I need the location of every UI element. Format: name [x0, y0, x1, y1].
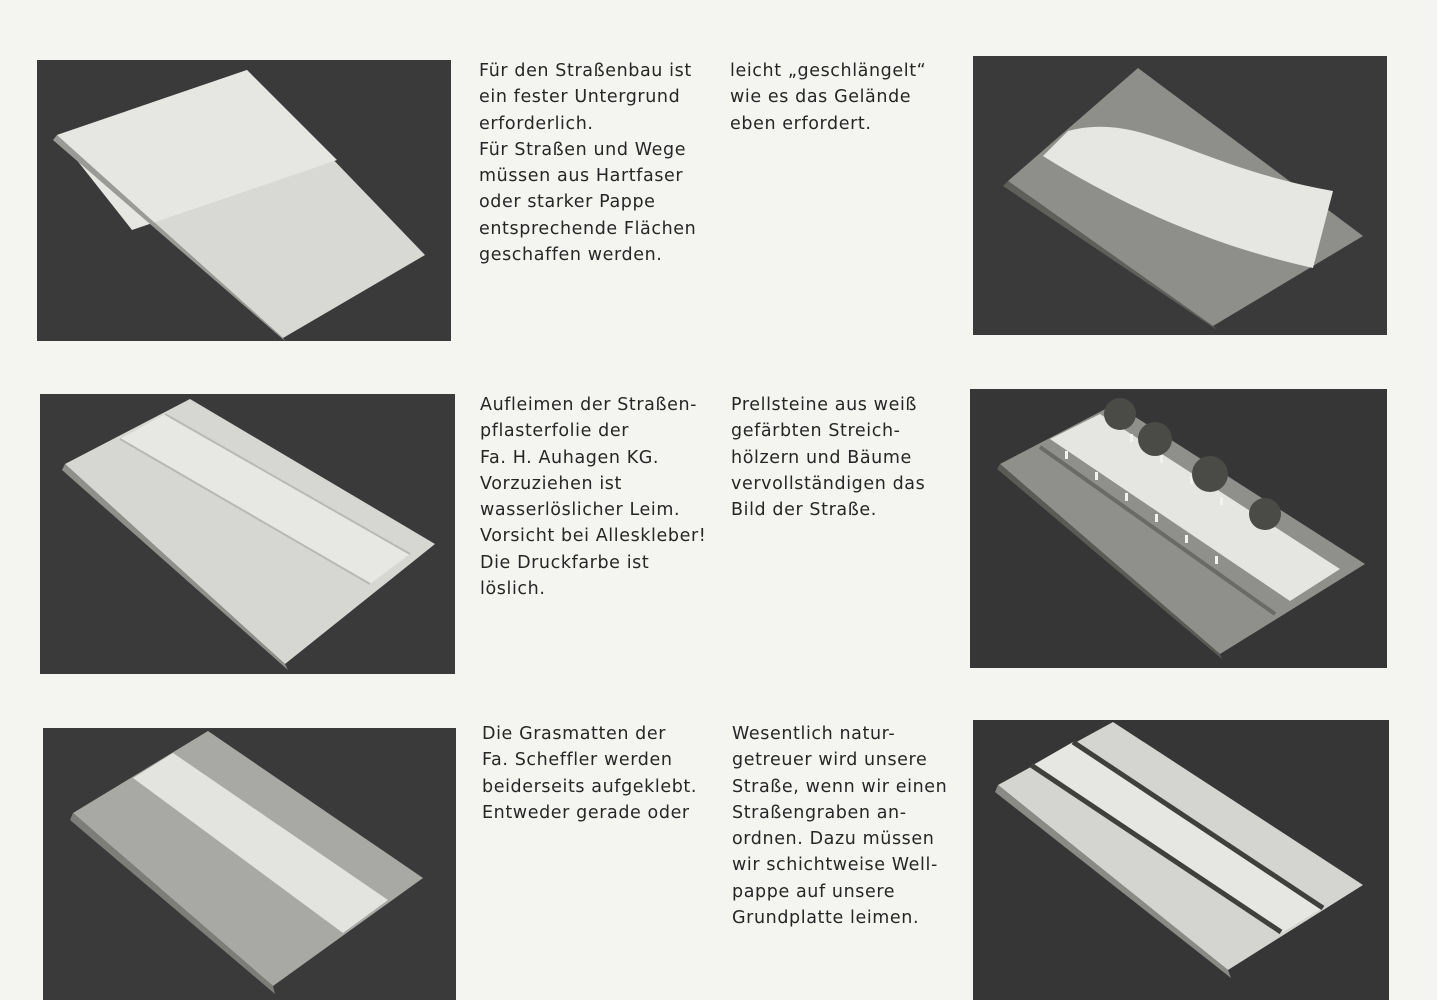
photo-plain-board [37, 60, 451, 341]
caption-road-base: Für den Straßenbau ist ein fester Untergrund erforderlich. Für Straßen und Wege müssen aus Hartfaser oder starker Pappe entsprechende Flächen geschaffen werden. [479, 61, 697, 266]
caption-glue-road-foil: Aufleimen der Straßen- pflasterfolie der Fa. H. Auhagen KG. Vorzuziehen ist wasserlöslicher Leim. Vorsicht bei Alleskleber! Die Druckfarbe ist löslich. [480, 395, 707, 600]
photo-curved-road-board [973, 56, 1387, 335]
photo-road-with-bollards-trees [970, 389, 1387, 668]
caption-grass-mats: Die Grasmatten der Fa. Scheffler werden beiderseits aufgeklebt. Entweder gerade oder [482, 724, 698, 823]
photo-grass-mat-board [43, 728, 456, 1000]
caption-bollards-trees: Prellsteine aus weiß gefärbten Streich- hölzern und Bäume vervollständigen das Bild der Straße. [731, 395, 926, 521]
caption-curved-road: leicht „geschlängelt“ wie es das Gelände eben erfordert. [730, 61, 927, 134]
photo-road-foil-board [40, 394, 455, 674]
caption-road-ditch: Wesentlich natur- getreuer wird unsere Straße, wenn wir einen Straßengraben an- ordnen. Dazu müssen wir schichtweise Well- pappe auf unsere Grundplatte leimen. [732, 724, 948, 929]
photo-road-ditch-board [973, 720, 1389, 1000]
